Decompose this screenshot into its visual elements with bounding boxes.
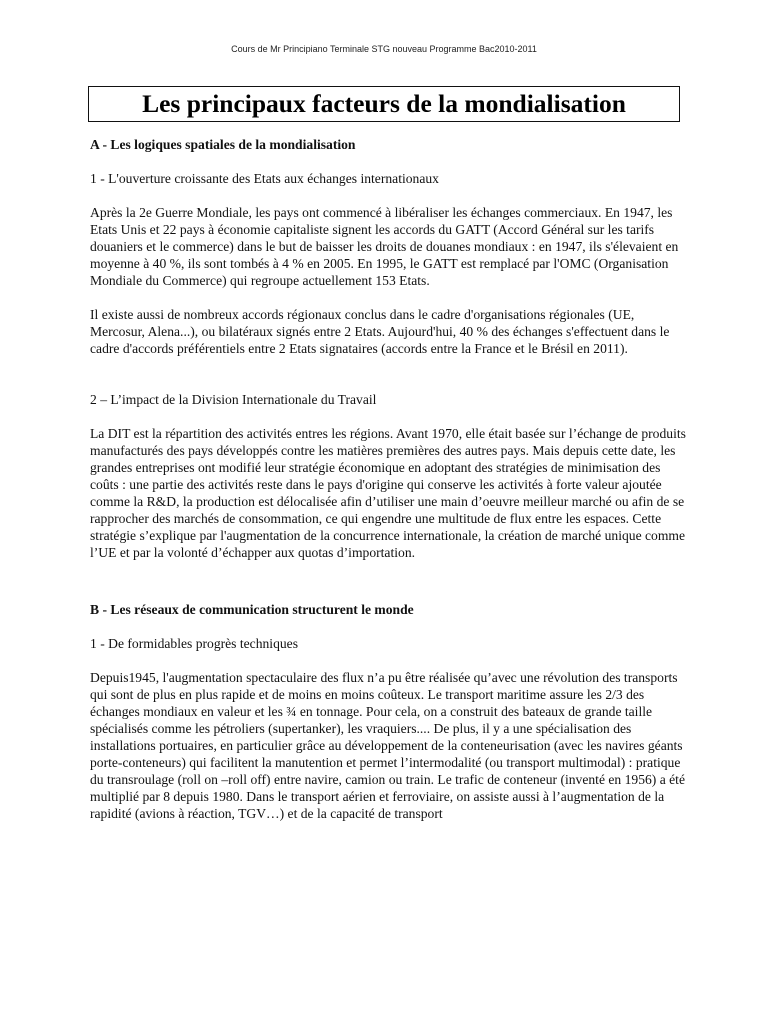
section-b-heading: B - Les réseaux de communication structurent le monde [90, 602, 414, 617]
section-a2-heading: 2 – L’impact de la Division Internationale du Travail [90, 392, 377, 407]
page-header: Cours de Mr Principiano Terminale STG nouveau Programme Bac2010-2011 [231, 44, 537, 54]
section-a1-paragraph-2: Il existe aussi de nombreux accords régionaux conclus dans le cadre d'organisations régionales (UE, Mercosur, Alena...), ou bilatéraux signés entre 2 Etats. Aujourd'hui, 40 % des échanges s'effectuent dans le cadre d'accords préférentiels entre 2 Etats signataires (accords entre la France et le Brésil en 2011). [90, 307, 670, 356]
section-b1-heading: 1 - De formidables progrès techniques [90, 636, 298, 651]
page-title: Les principaux facteurs de la mondialisation [142, 89, 626, 118]
section-a1-heading: 1 - L'ouverture croissante des Etats aux échanges internationaux [90, 171, 439, 186]
section-a2-paragraph-1: La DIT est la répartition des activités entres les régions. Avant 1970, elle était basée sur l’échange de produits manufacturés des pays développés contre les matières premières des autres pays. Mais depuis cette date, les grandes entreprises ont modifié leur stratégie économique en adoptant des stratégies de minimisation des coûts : une partie des activités reste dans le pays d'origine qui conserve les activités à forte valeur ajoutée comme la R&D, la production est délocalisée afin d’utiliser une main d’oeuvre meilleur marché ou afin de se rapprocher des marchés de consommation, ce qui engendre une multitude de flux entre les espaces. Cette stratégie s’explique par l'augmentation de la concurrence internationale, la création de marché unique comme l’UE et par la volonté d’échapper aux quotas d’importation. [90, 426, 686, 560]
section-b1-paragraph-1: Depuis1945, l'augmentation spectaculaire des flux n’a pu être réalisée qu’avec une révolution des transports qui sont de plus en plus rapide et de moins en moins coûteux. Le transport maritime assure les 2/3 des échanges mondiaux en valeur et les ¾ en tonnage. Pour cela, on a construit des bateaux de grande taille spécialisés comme les pétroliers (supertanker), les vraquiers.... De plus, il y a une spécialisation des installations portuaires, en particulier grâce au développement de la conteneurisation (avec les navires géants porte-conteneurs) qui facilitent la manutention et permet l’intermodalité (ou transport multimodal) : pratique du transroulage (roll on –roll off) entre navire, camion ou train. Le trafic de conteneur (inventé en 1956) a été multiplié par 8 depuis 1980. Dans le transport aérien et ferroviaire, on assiste aussi à l’augmentation de la rapidité (avions à réaction, TGV…) et de la capacité de transport [90, 670, 685, 821]
section-a-heading: A - Les logiques spatiales de la mondialisation [90, 137, 356, 152]
document-body [90, 136, 688, 822]
section-a1-paragraph-1: Après la 2e Guerre Mondiale, les pays ont commencé à libéraliser les échanges commerciaux. En 1947, les Etats Unis et 22 pays à économie capitaliste signent les accords du GATT (Accord Général sur les tarifs douaniers et le commerce) dans le but de baisser les droits de douanes mondiaux : en 1947, ils s'élevaient en moyenne à 40 %, ils sont tombés à 4 % en 2005. En 1995, le GATT est remplacé par l'OMC (Organisation Mondiale du Commerce) qui regroupe actuellement 153 Etats. [90, 205, 679, 288]
title-box [88, 86, 680, 122]
